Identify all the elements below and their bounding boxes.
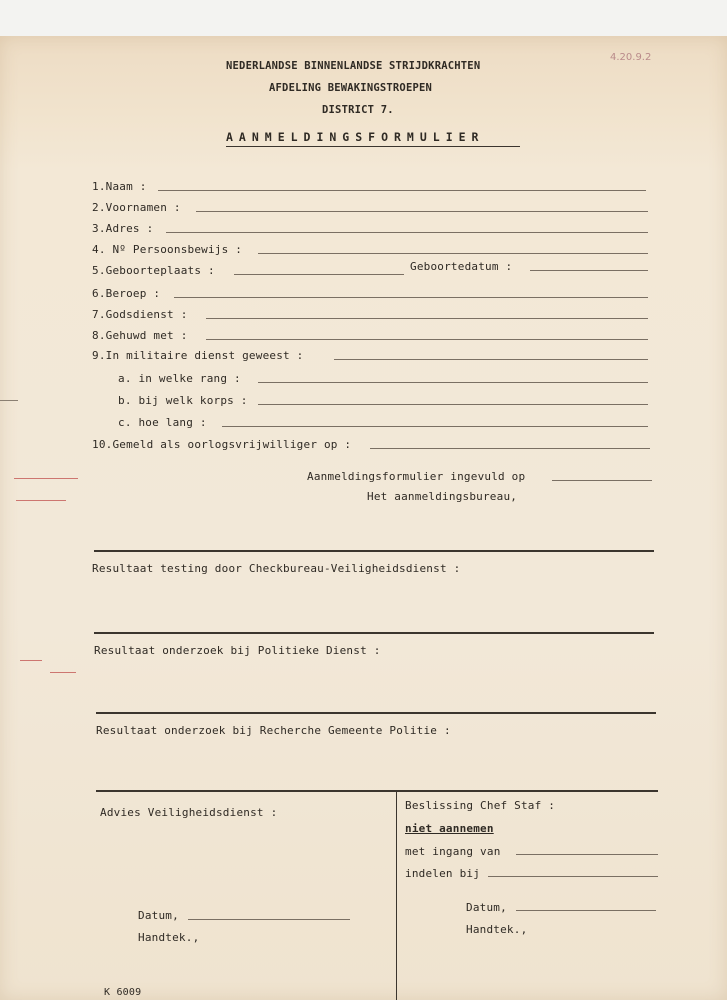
field-gehuwd-label: 8.Gehuwd met : <box>92 329 188 342</box>
field-militaire-dienst-line[interactable] <box>334 359 648 360</box>
title-underline <box>226 146 520 147</box>
field-persoonsbewijs-line[interactable] <box>258 253 648 254</box>
separator-4 <box>96 790 658 792</box>
form-title: AANMELDINGSFORMULIER <box>226 130 485 144</box>
field-persoonsbewijs-label: 4. Nº Persoonsbewijs : <box>92 243 243 256</box>
field-naam-label: 1.Naam : <box>92 180 147 193</box>
result-recherche-label: Resultaat onderzoek bij Recherche Gemeente Politie : <box>96 724 451 737</box>
field-godsdienst-label: 7.Godsdienst : <box>92 308 188 321</box>
field-hoe-lang-label: c. hoe lang : <box>118 416 207 429</box>
start-label: met ingang van <box>405 845 501 858</box>
left-date-label: Datum, <box>138 909 179 922</box>
assign-line[interactable] <box>488 876 658 877</box>
header-line-1: NEDERLANDSE BINNENLANDSE STRIJDKRACHTEN <box>226 60 481 72</box>
field-godsdienst-line[interactable] <box>206 318 648 319</box>
assign-label: indelen bij <box>405 867 481 880</box>
right-signature-label: Handtek., <box>466 923 528 936</box>
field-geboortedatum-label: Geboortedatum : <box>410 260 513 273</box>
field-gehuwd-line[interactable] <box>206 339 648 340</box>
margin-mark <box>14 478 78 479</box>
field-geboorteplaats-label: 5.Geboorteplaats : <box>92 264 215 277</box>
footer-code: K 6009 <box>104 987 142 998</box>
field-beroep-label: 6.Beroep : <box>92 287 161 300</box>
separator-1 <box>94 550 654 552</box>
right-date-line[interactable] <box>516 910 656 911</box>
field-korps-line[interactable] <box>258 404 648 405</box>
field-korps-label: b. bij welk korps : <box>118 394 248 407</box>
result-checkbureau-label: Resultaat testing door Checkbureau-Veiligheidsdienst : <box>92 562 461 575</box>
right-date-label: Datum, <box>466 901 507 914</box>
left-date-line[interactable] <box>188 919 350 920</box>
field-oorlogsvrijwilliger-label: 10.Gemeld als oorlogsvrijwilliger op : <box>92 438 352 451</box>
margin-mark <box>50 672 76 673</box>
beslissing-label: Beslissing Chef Staf : <box>405 799 556 812</box>
filled-on-label: Aanmeldingsformulier ingevuld op <box>307 470 526 483</box>
header-line-3: DISTRICT 7. <box>322 104 394 116</box>
start-line[interactable] <box>516 854 658 855</box>
header-line-2: AFDELING BEWAKINGSTROEPEN <box>269 82 433 94</box>
bureau-label: Het aanmeldingsbureau, <box>367 490 518 503</box>
field-voornamen-line[interactable] <box>196 211 648 212</box>
field-geboorteplaats-line[interactable] <box>234 274 404 275</box>
field-rang-label: a. in welke rang : <box>118 372 241 385</box>
decision-text: niet aannemen <box>405 822 494 835</box>
separator-2 <box>94 632 654 634</box>
left-signature-label: Handtek., <box>138 931 200 944</box>
field-adres-line[interactable] <box>166 232 648 233</box>
field-rang-line[interactable] <box>258 382 648 383</box>
bottom-divider <box>396 790 397 1000</box>
result-politieke-dienst-label: Resultaat onderzoek bij Politieke Dienst : <box>94 644 381 657</box>
field-militaire-dienst-label: 9.In militaire dienst geweest : <box>92 349 304 362</box>
filled-on-line[interactable] <box>552 480 652 481</box>
field-voornamen-label: 2.Voornamen : <box>92 201 181 214</box>
margin-tick <box>0 400 18 401</box>
field-oorlogsvrijwilliger-line[interactable] <box>370 448 650 449</box>
margin-mark <box>20 660 42 661</box>
pencil-note: 4.20.9.2 <box>610 52 652 63</box>
field-beroep-line[interactable] <box>174 297 648 298</box>
field-naam-line[interactable] <box>158 190 646 191</box>
field-hoe-lang-line[interactable] <box>222 426 648 427</box>
margin-mark <box>16 500 66 501</box>
separator-3 <box>96 712 656 714</box>
field-adres-label: 3.Adres : <box>92 222 154 235</box>
advies-label: Advies Veiligheidsdienst : <box>100 806 278 819</box>
field-geboortedatum-line[interactable] <box>530 270 648 271</box>
